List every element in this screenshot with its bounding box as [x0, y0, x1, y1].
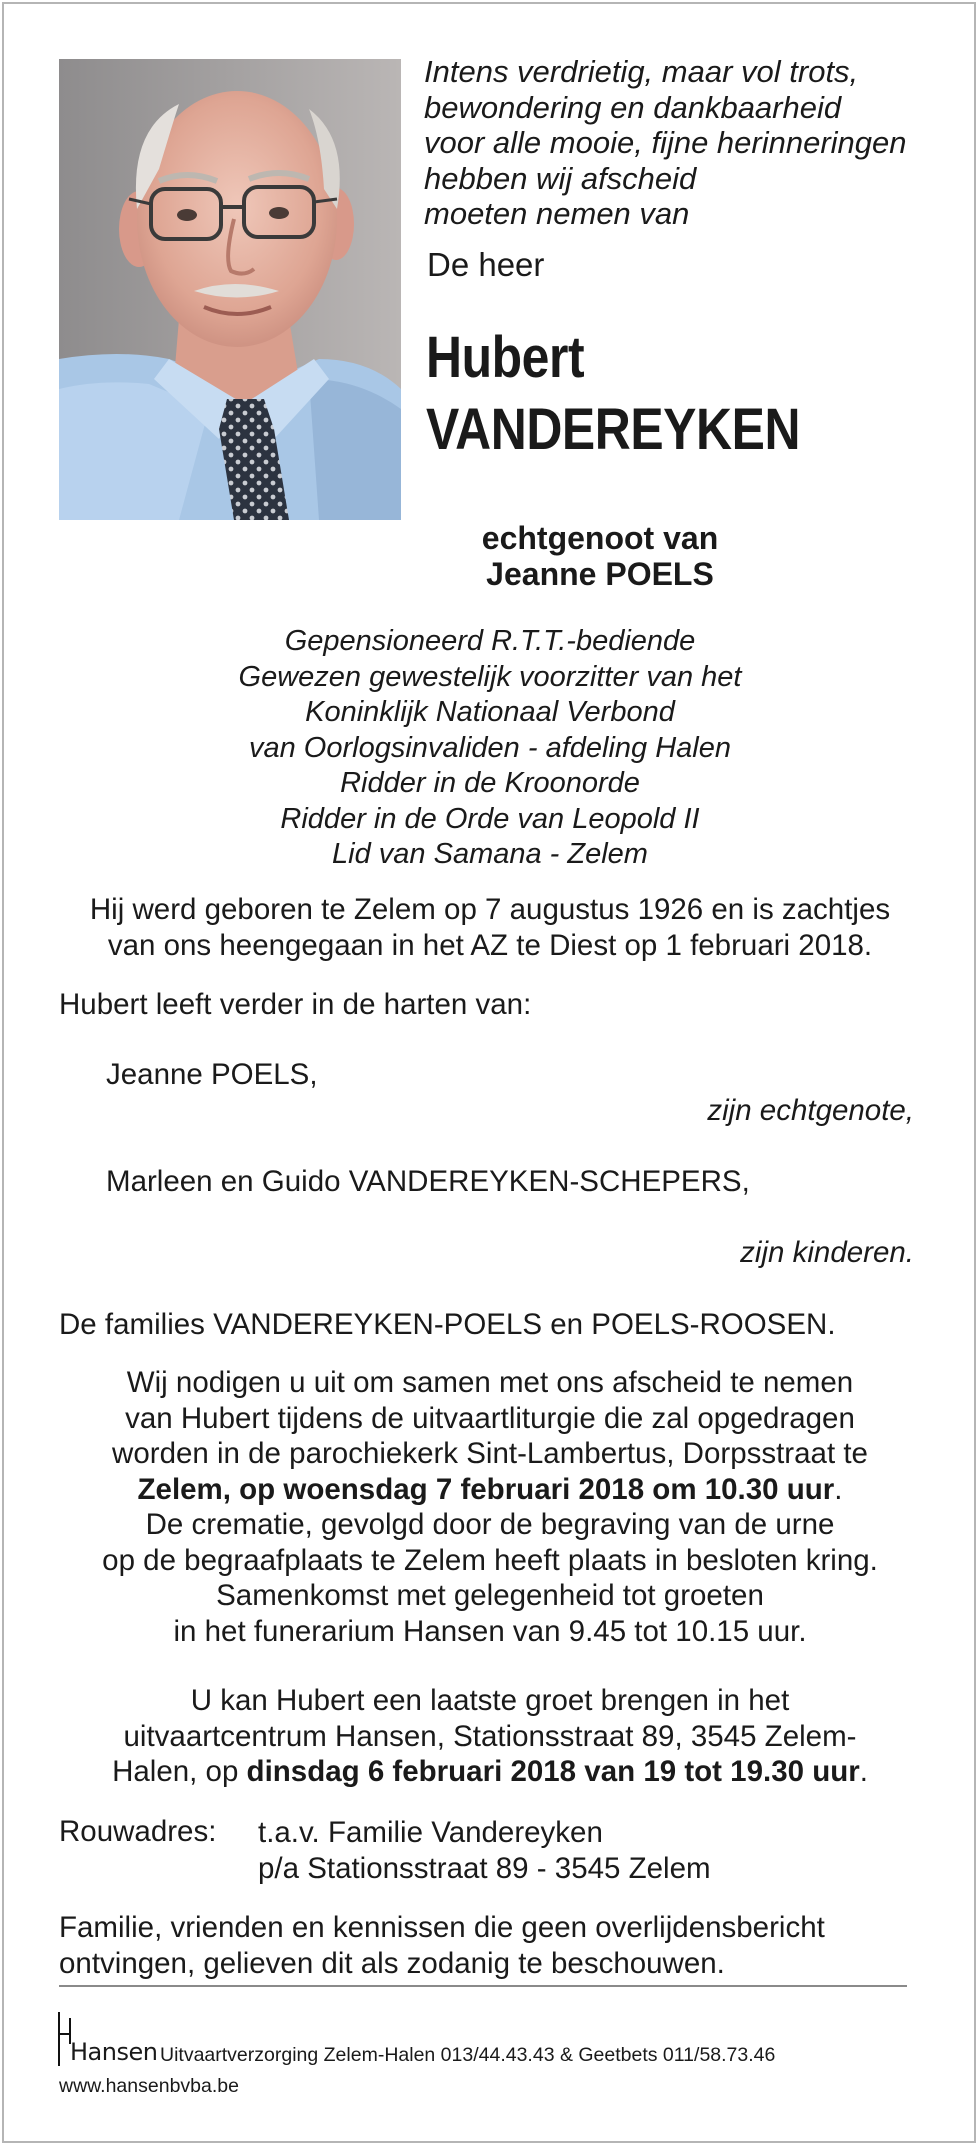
invite-line: van Hubert tijdens de uitvaartliturgie die zal opgedragen [125, 1401, 855, 1435]
website-link[interactable]: www.hansenbvba.be [59, 2075, 239, 2097]
funeral-invitation [55, 1365, 925, 1649]
honor-line: Gepensioneerd R.T.T.-bediende [284, 625, 696, 657]
intro-text [424, 54, 944, 232]
honor-line: Gewezen gewestelijk voorzitter van het [238, 660, 742, 693]
invite-line: Samenkomst met gelegenheid tot groeten [216, 1579, 764, 1612]
rouwadres-address [258, 1815, 711, 1887]
birth-line: van ons heengegaan in het AZ te Diest op 1 februari 2018. [107, 929, 873, 962]
last-name: VANDEREYKEN [426, 397, 801, 462]
honorific: De heer [427, 246, 545, 283]
notice-line: Familie, vrienden en kennissen die geen overlijdensbericht [59, 1911, 825, 1944]
intro-line: Intens verdrietig, maar vol trots, [424, 54, 859, 89]
honor-line: Lid van Samana - Zelem [332, 838, 648, 870]
invite-line: Wij nodigen u uit om samen met ons afscheid te nemen [126, 1366, 854, 1399]
survivors-intro: Hubert leeft verder in de harten van: [59, 988, 532, 1021]
invite-line: worden in de parochiekerk Sint-Lambertus, Dorpsstraat te [112, 1437, 868, 1470]
notice-text [59, 1910, 929, 1982]
survivor-name: Jeanne POELS, [106, 1058, 318, 1091]
deceased-name [426, 322, 800, 466]
invite-line: De crematie, gevolgd door de begraving van de urne [145, 1508, 835, 1541]
contact-info: Uitvaartverzorging Zelem-Halen 013/44.43.43 & Geetbets 011/58.73.46 [160, 2044, 776, 2066]
birth-death-text [55, 892, 925, 964]
visit-line: uitvaartcentrum Hansen, Stationsstraat 89, 3545 Zelem- [123, 1719, 857, 1753]
intro-line: voor alle mooie, fijne herinneringen [424, 125, 907, 160]
first-name: Hubert [426, 325, 585, 390]
rouwadres-label: Rouwadres: [59, 1815, 217, 1848]
honor-line: Koninklijk Nationaal Verbond [305, 696, 675, 728]
honors-list [60, 624, 920, 873]
visit-line: U kan Hubert een laatste groet brengen in het [190, 1684, 790, 1717]
logo-text: Hansen [70, 2038, 158, 2066]
address-line: p/a Stationsstraat 89 - 3545 Zelem [258, 1852, 711, 1885]
invite-line: op de begraafplaats te Zelem heeft plaats in besloten kring. [102, 1543, 878, 1577]
families-line: De families VANDEREYKEN-POELS en POELS-ROOSEN. [59, 1308, 836, 1341]
service-datetime: Zelem, op woensdag 7 februari 2018 om 10.30 uur [137, 1472, 835, 1506]
survivor-name: Marleen en Guido VANDEREYKEN-SCHEPERS, [106, 1165, 750, 1198]
invite-line: Zelem, op woensdag 7 februari 2018 om 10.30 uur. [137, 1472, 843, 1506]
footer-divider [59, 1985, 907, 1987]
survivor-role: zijn echtgenote, [707, 1094, 914, 1127]
honor-line: van Oorlogsinvaliden - afdeling Halen [248, 731, 731, 764]
visitation-text [55, 1683, 925, 1790]
notice-line: ontvingen, gelieven dit als zodanig te beschouwen. [59, 1947, 725, 1980]
spouse-name: Jeanne POELS [486, 556, 714, 592]
visitation-datetime: dinsdag 6 februari 2018 van 19 tot 19.30 uur [246, 1755, 860, 1788]
honor-line: Ridder in de Kroonorde [340, 767, 640, 799]
spouse-block [425, 520, 775, 592]
intro-line: moeten nemen van [424, 196, 690, 231]
birth-line: Hij werd geboren te Zelem op 7 augustus 1926 en is zachtjes [89, 893, 891, 926]
survivor-role: zijn kinderen. [740, 1236, 914, 1269]
address-line: t.a.v. Familie Vandereyken [258, 1816, 603, 1849]
intro-line: hebben wij afscheid [424, 160, 697, 196]
invite-line: in het funerarium Hansen van 9.45 tot 10.15 uur. [173, 1614, 807, 1648]
spouse-relation: echtgenoot van [481, 520, 719, 556]
portrait-photo [59, 59, 401, 520]
honor-line: Ridder in de Orde van Leopold II [280, 802, 700, 835]
visit-line: Halen, op dinsdag 6 februari 2018 van 19 tot 19.30 uur. [112, 1755, 868, 1788]
intro-line: bewondering en dankbaarheid [424, 89, 842, 125]
